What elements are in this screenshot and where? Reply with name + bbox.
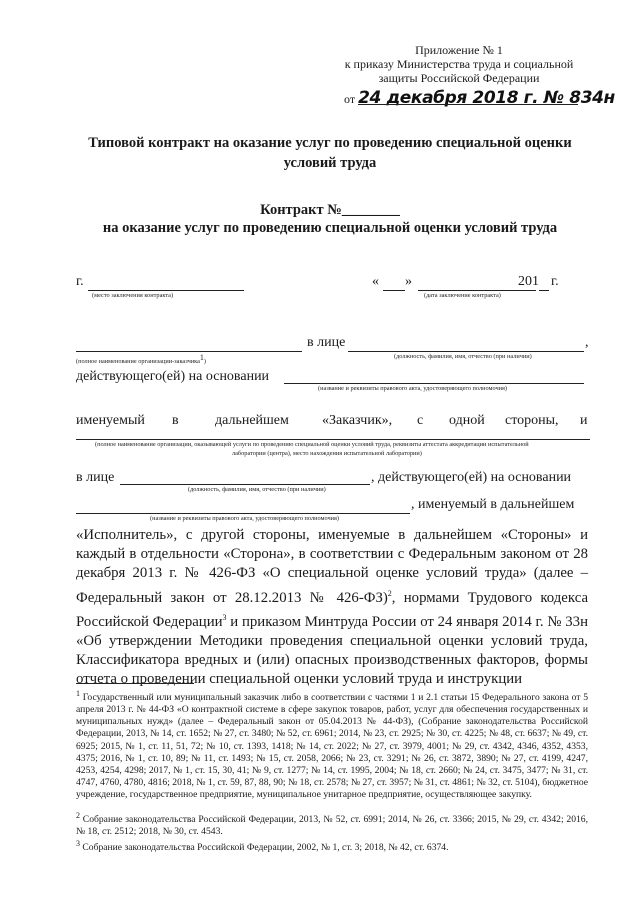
customer-named-w8: и [580, 413, 588, 428]
executor-acting: , действующего(ей) на основании [371, 470, 572, 485]
year-prefix: 201 [518, 274, 539, 289]
customer-named-w1: именуемый [76, 413, 145, 428]
footnote-3: $^3$ Собрание законодательства Российской Федерации, 2002, № 1, ст. 3; 2018, № 42, ст. 6374. [76, 839, 449, 854]
place-caption: (место заключения контракта) [92, 292, 174, 299]
contract-subtitle: на оказание услуг по проведению специальной оценки условий труда [102, 220, 558, 236]
executor-org-caption-1: (полное наименование организации, оказывающей услуги по проведению специальной оценки условий труда, реквизиты аттестата аккредитации испытательной [95, 441, 529, 448]
customer-named-w3: дальнейшем [215, 413, 289, 428]
executor-v-litse: в лице [76, 470, 115, 485]
appendix-signature-line [344, 88, 615, 108]
place-field[interactable] [88, 290, 244, 291]
customer-act-caption: (название и реквизиты правового акта, удостоверяющего полномочия) [318, 385, 508, 392]
executor-act-caption: (название и реквизиты правового акта, удостоверяющего полномочия) [150, 515, 340, 522]
day-field[interactable] [383, 290, 405, 291]
appendix-underline [358, 104, 578, 105]
customer-named-w5: с [417, 413, 424, 428]
customer-act-field[interactable] [284, 383, 584, 384]
customer-position-field[interactable] [348, 351, 584, 352]
year-suffix: г. [551, 274, 559, 289]
date-quote-close: » [405, 274, 412, 289]
customer-named-w6: одной [449, 413, 485, 428]
appendix-prefix: от [344, 92, 356, 106]
customer-named-w7: стороны, [505, 413, 559, 428]
appendix-line2: к приказу Министерства труда и социальной защиты Российской Федерации [344, 57, 574, 85]
contract-number: Контракт №________ [260, 202, 400, 218]
document-title: Типовой контракт на оказание услуг по проведению специальной оценки условий труда [88, 135, 572, 171]
handwritten-date-number: 24 декабря 2018 г. № 834н [358, 88, 615, 108]
date-caption: (дата заключение контракта) [424, 292, 501, 299]
customer-named-w4: «Заказчик», [322, 413, 393, 428]
year-field[interactable] [539, 290, 549, 291]
month-field[interactable] [418, 290, 536, 291]
city-prefix: г. [76, 274, 84, 289]
date-quote-open: « [372, 274, 379, 289]
customer-org-caption: (полное наименование организации-заказчика$^1$) [76, 353, 206, 366]
executor-org-field[interactable] [76, 439, 590, 440]
executor-named: , именуемый в дальнейшем [411, 497, 575, 512]
footnote-1: $^1$ Государственный или муниципальный заказчик либо в соответствии с частями 1 и 2.1 статьи 15 Федерального закона от 5 апреля 2013 г. № 44-ФЗ «О контрактной системе в сфере закупок товаров, работ, услуг для обеспечения государственных и муниципальных нужд» (далее – Федеральный закон от 05.04.2013 № 44-ФЗ), (Собрание законодательства Российской Федерации, 2013, № 14, ст. 1652; № 27, ст. 3480; № 52, ст. 6961; 2014, № 23, ст. 2925; № 30, ст. 4225; № 48, ст. 6637; № 49, ст. 6925; 2015, № 1, ст. 11, 51, 72; № 10, ст. 1393, 1418; № 14, ст. 2022; № 27, ст. 3979, 4001; № 29, ст. 4342, 4346, 4352, 4353, 4375; 2016, № 1, ст. 10, 89; № 11, ст. 1493; № 15, ст. 2058, 2066; № 23, ст. 3291; № 26, ст. 3872, 3890; № 27, ст. 4199, 4247, 4253, 4254, 4298; 2017, № 1, ст. 15, 30, 41; № 9, ст. 1277; № 14, ст. 1995, 2004; № 18, ст. 2660; № 24, ст. 3475, 3477; № 31, ст. 4747, 4760, 4780, 4816; 2018, № 1, ст. 59, 87, 88, 90; № 18, ст. 2578; № 27, ст. 3957; № 31, ст. 4861; № 32, ст. 5104), бюджетное учреждение, государственное предприятие, муниципальное унитарное предприятие, осуществляющее закупку. [76, 689, 588, 800]
executor-org-caption-2: лаборатории (центра), место нахождения испытательной лаборатории) [232, 450, 422, 457]
contract-body-paragraph: «Исполнитель», с другой стороны, именуемые в дальнейшем «Стороны» и каждый в отдельности «Сторона», в соответствии с Федеральным законом от 28 декабря 2013 г. № 426-ФЗ «О специальной оценке условий труда» (далее – Федеральный закон от 28.12.2013 № 426-ФЗ)$^2$, нормами Трудового кодекса Российской Федерации$^3$ и приказом Минтруда России от 24 января 2014 г. № 33н «Об утверждении Методики проведения специальной оценки условий труда, Классификатора вредных и (или) опасных производственных факторов, формы отчета о проведении специальной оценки условий труда и инструкции [76, 527, 589, 688]
customer-v-litse: в лице [307, 335, 346, 350]
footnote-2: $^2$ Собрание законодательства Российской Федерации, 2013, № 52, ст. 6991; 2014, № 26, ст. 3366; 2015, № 29, ст. 4342; 2016, № 18, ст. 2512; 2018, № 30, ст. 4543. [76, 811, 588, 838]
customer-named-w2: в [172, 413, 179, 428]
customer-comma: , [585, 335, 589, 350]
footnote-divider [76, 683, 194, 684]
executor-position-caption: (должность, фамилия, имя, отчество (при наличии) [188, 486, 326, 493]
executor-position-field[interactable] [120, 484, 370, 485]
customer-position-caption: (должность, фамилия, имя, отчество (при наличии) [394, 353, 532, 360]
appendix-header [334, 43, 584, 85]
appendix-line1: Приложение № 1 [415, 43, 503, 57]
customer-acting: действующего(ей) на основании [76, 369, 270, 384]
customer-org-field[interactable] [76, 351, 302, 352]
executor-act-field[interactable] [76, 513, 410, 514]
